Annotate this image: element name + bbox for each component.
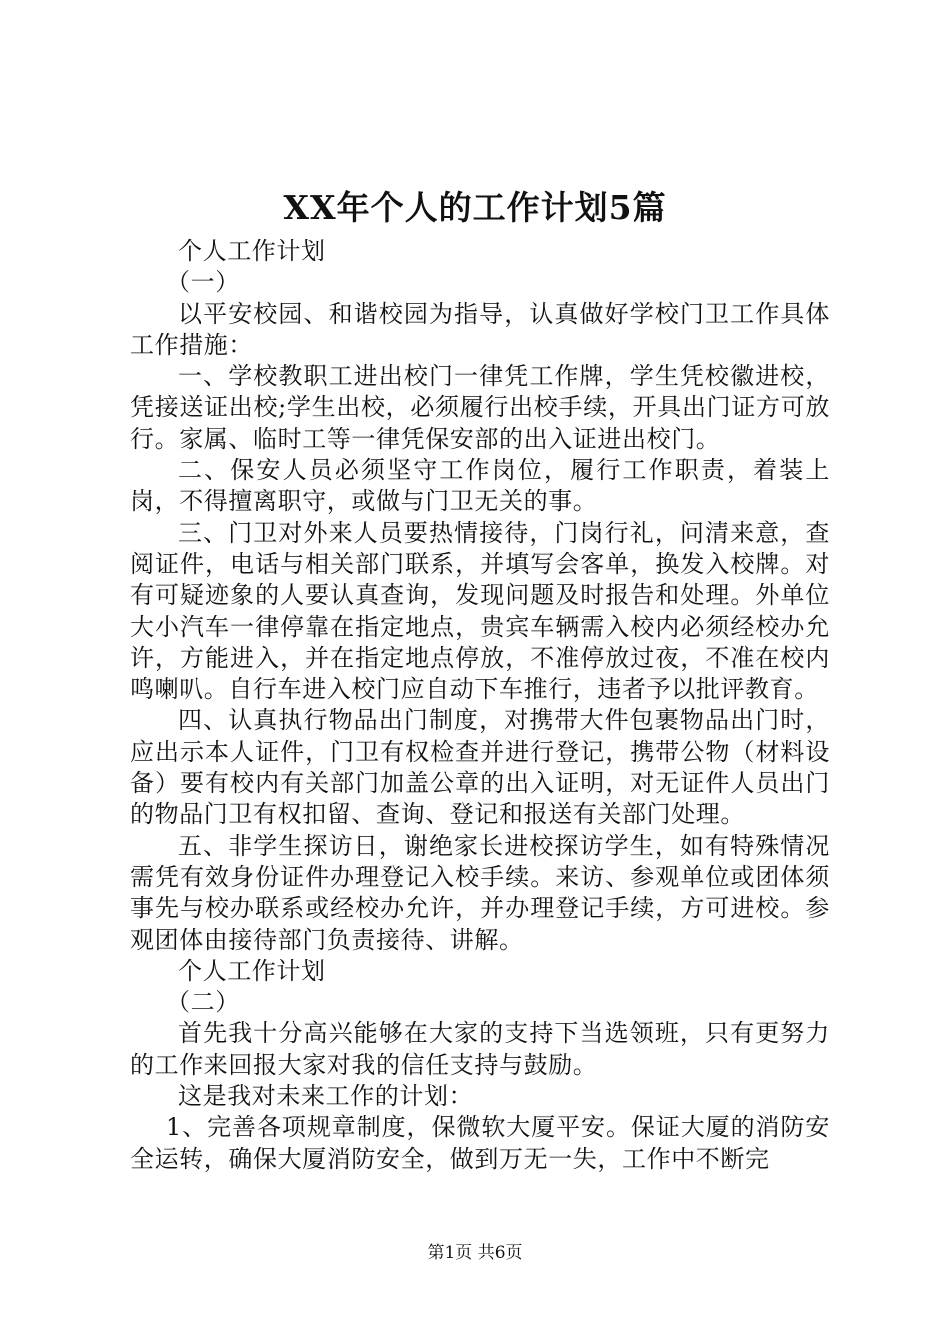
paragraph: （二） [166,988,240,1017]
paragraph: 首先我十分高兴能够在大家的支持下当选领班，只有更努力的工作来回报大家对我的信任支持与鼓励。 [130,1019,830,1079]
document-title: XX年个人的工作计划5篇 [283,188,667,227]
paragraph: 这是我对未来工作的计划： [178,1082,474,1111]
document-body [130,236,830,1175]
paragraph: 1、完善各项规章制度，保微软大厦平安。保证大厦的消防安全运转，确保大厦消防安全，做到万无一失，工作中不断完 [130,1113,830,1173]
paragraph: 个人工作计划 [178,237,326,265]
page-footer: 第1页 共6页 [427,1243,523,1263]
paragraph: 以平安校园、和谐校园为指导，认真做好学校门卫工作具体工作措施： [130,299,830,359]
paragraph: 四、认真执行物品出门制度，对携带大件包裹物品出门时，应出示本人证件，门卫有权检查并进行登记，携带公物（材料设备）要有校内有关部门加盖公章的出入证明，对无证件人员出门的物品门卫有权扣留、查询、登记和报送有关部门处理。 [130,706,830,829]
paragraph: 三、门卫对外来人员要热情接待，门岗行礼，问清来意，查阅证件，电话与相关部门联系，并填写会客单，换发入校牌。对有可疑迹象的人要认真查询，发现问题及时报告和处理。外单位大小汽车一律停靠在指定地点，贵宾车辆需入校内必须经校办允许，方能进入，并在指定地点停放，不准停放过夜，不准在校内鸣喇叭。自行车进入校门应自动下车推行，违者予以批评教育。 [130,518,830,704]
paragraph: （一） [166,268,240,297]
paragraph: 五、非学生探访日，谢绝家长进校探访学生，如有特殊情况需凭有效身份证件办理登记入校手续。来访、参观单位或团体须事先与校办联系或经校办允许，并办理登记手续，方可进校。参观团体由接待部门负责接待、讲解。 [130,831,830,954]
paragraph: 一、学校教职工进出校门一律凭工作牌，学生凭校徽进校，凭接送证出校;学生出校，必须履行出校手续，开具出门证方可放行。家属、临时工等一律凭保安部的出入证进出校门。 [130,362,830,453]
paragraph: 二、保安人员必须坚守工作岗位，履行工作职责，着装上岗，不得擅离职守，或做与门卫无关的事。 [130,456,830,516]
paragraph: 个人工作计划 [178,956,326,985]
